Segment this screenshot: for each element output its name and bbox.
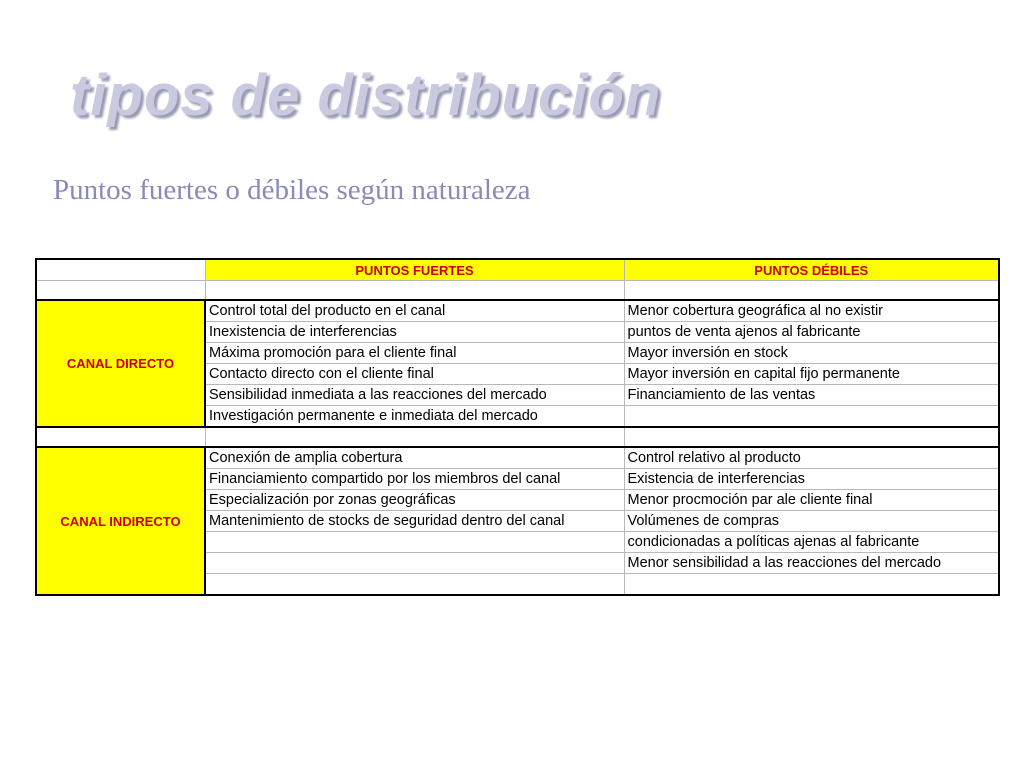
spacer-row	[36, 281, 999, 301]
header-row	[36, 259, 999, 281]
strength-cell: Conexión de amplia cobertura	[205, 447, 624, 469]
weakness-cell: Control relativo al producto	[624, 447, 999, 469]
strength-cell: Financiamiento compartido por los miembros del canal	[205, 469, 624, 490]
strength-cell	[205, 574, 624, 596]
slide-subtitle: Puntos fuertes o débiles según naturaleza	[53, 174, 531, 206]
canal-indirecto-label: CANAL INDIRECTO	[36, 447, 205, 595]
distribution-table	[35, 258, 1000, 596]
weakness-cell	[624, 406, 999, 428]
corner-cell	[36, 259, 205, 281]
weakness-cell: Mayor inversión en stock	[624, 343, 999, 364]
weakness-cell: Menor cobertura geográfica al no existir	[624, 300, 999, 322]
strength-cell: Investigación permanente e inmediata del mercado	[205, 406, 624, 428]
canal-directo-label: CANAL DIRECTO	[36, 300, 205, 427]
weakness-cell: Volúmenes de compras	[624, 511, 999, 532]
weakness-cell: Mayor inversión en capital fijo permanente	[624, 364, 999, 385]
header-puntos-debiles: PUNTOS DÉBILES	[624, 259, 999, 281]
strength-cell: Contacto directo con el cliente final	[205, 364, 624, 385]
weakness-cell: Menor procmoción par ale cliente final	[624, 490, 999, 511]
strength-cell	[205, 553, 624, 574]
weakness-cell: Existencia de interferencias	[624, 469, 999, 490]
weakness-cell: puntos de venta ajenos al fabricante	[624, 322, 999, 343]
header-puntos-fuertes: PUNTOS FUERTES	[205, 259, 624, 281]
strength-cell: Especialización por zonas geográficas	[205, 490, 624, 511]
table-row	[36, 447, 999, 469]
weakness-cell	[624, 574, 999, 596]
slide-title: tipos de distribución	[70, 63, 662, 128]
strength-cell: Control total del producto en el canal	[205, 300, 624, 322]
strength-cell: Máxima promoción para el cliente final	[205, 343, 624, 364]
weakness-cell: Menor sensibilidad a las reacciones del mercado	[624, 553, 999, 574]
strength-cell	[205, 532, 624, 553]
weakness-cell: Financiamiento de las ventas	[624, 385, 999, 406]
weakness-cell: condicionadas a políticas ajenas al fabricante	[624, 532, 999, 553]
spacer-row	[36, 427, 999, 447]
strength-cell: Mantenimiento de stocks de seguridad dentro del canal	[205, 511, 624, 532]
strength-cell: Inexistencia de interferencias	[205, 322, 624, 343]
table-row	[36, 300, 999, 322]
strength-cell: Sensibilidad inmediata a las reacciones del mercado	[205, 385, 624, 406]
